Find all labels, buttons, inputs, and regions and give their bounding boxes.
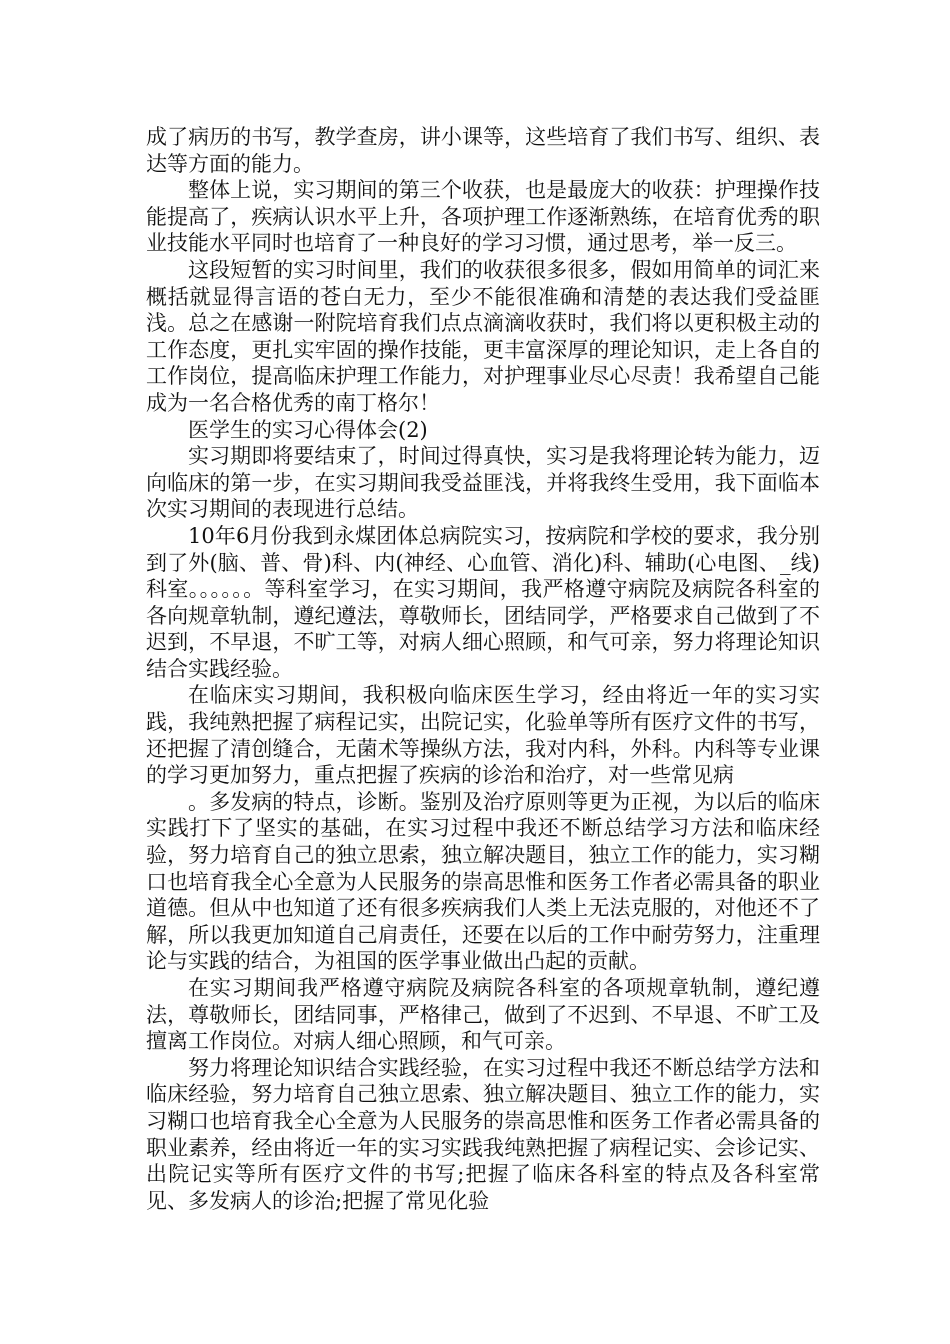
paragraph-6: 在临床实习期间，我积极向临床医生学习，经由将近一年的实习实践，我纯熟把握了病程记实，出院记实，化验单等所有医疗文件的书写，还把握了清创缝合，无菌术等操纵方法，我对内科，外科。内科等专业课的学习更加努力，重点把握了疾病的诊治和治疗，对一些常见病: [146, 683, 820, 788]
paragraph-7: 。多发病的特点，诊断。鉴别及治疗原则等更为正视，为以后的临床实践打下了坚实的基础，在实习过程中我还不断总结学习方法和临床经验，努力培育自己的独立思索，独立解决题目，独立工作的能力，实习糊口也培育我全心全意为人民服务的崇高思惟和医务工作者必需具备的职业道德。但从中也知道了还有很多疾病我们人类上无法克服的，对他还不了解，所以我更加知道自己肩责任，还要在以后的工作中耐劳努力，注重理论与实践的结合，为祖国的医学事业做出凸起的贡献。: [146, 789, 820, 974]
paragraph-8: 在实习期间我严格遵守病院及病院各科室的各项规章轨制，遵纪遵法，尊敬师长，团结同事，严格律己，做到了不迟到、不早退、不旷工及擅离工作岗位。对病人细心照顾，和气可亲。: [146, 976, 820, 1054]
paragraph-1: 成了病历的书写，教学查房，讲小课等，这些培育了我们书写、组织、表达等方面的能力。: [146, 125, 820, 176]
section-heading: 医学生的实习心得体会(2): [188, 417, 428, 442]
paragraph-9: 努力将理论知识结合实践经验，在实习过程中我还不断总结学方法和临床经验，努力培育自己独立思索、独立解决题目、独立工作的能力，实习糊口也培育我全心全意为人民服务的崇高思惟和医务工作者必需具备的职业素养，经由将近一年的实习实践我纯熟把握了病程记实、会诊记实、出院记实等所有医疗文件的书写;把握了临床各科室的特点及各科室常见、多发病人的诊治;把握了常见化验: [146, 1055, 820, 1213]
document-page: [146, 124, 820, 1214]
paragraph-4: 实习期即将要结束了，时间过得真快，实习是我将理论转为能力，迈向临床的第一步，在实习期间我受益匪浅，并将我终生受用，我下面临本次实习期间的表现进行总结。: [146, 444, 820, 522]
paragraph-2: 整体上说，实习期间的第三个收获，也是最庞大的收获：护理操作技能提高了，疾病认识水平上升，各项护理工作逐渐熟练，在培育优秀的职业技能水平同时也培育了一种良好的学习习惯，通过思考，举一反三。: [146, 178, 820, 256]
paragraph-3: 这段短暂的实习时间里，我们的收获很多很多，假如用简单的词汇来概括就显得言语的苍白无力，至少不能很准确和清楚的表达我们受益匪浅。总之在感谢一附院培育我们点点滴滴收获时，我们将以更积极主动的工作态度，更扎实牢固的操作技能，更丰富深厚的理论知识，走上各自的工作岗位，提高临床护理工作能力，对护理事业尽心尽责！我希望自己能成为一名合格优秀的南丁格尔！: [146, 257, 820, 415]
paragraph-5: 10年6月份我到永煤团体总病院实习，按病院和学校的要求，我分别到了外(脑、普、骨)科、内(神经、心血管、消化)科、辅助(心电图、_线)科室。。。。。。等科室学习，在实习期间，我严格遵守病院及病院各科室的各向规章轨制，遵纪遵法，尊敬师长，团结同学，严格要求自己做到了不迟到，不早退，不旷工等，对病人细心照顾，和气可亲，努力将理论知识结合实践经验。: [146, 523, 820, 681]
